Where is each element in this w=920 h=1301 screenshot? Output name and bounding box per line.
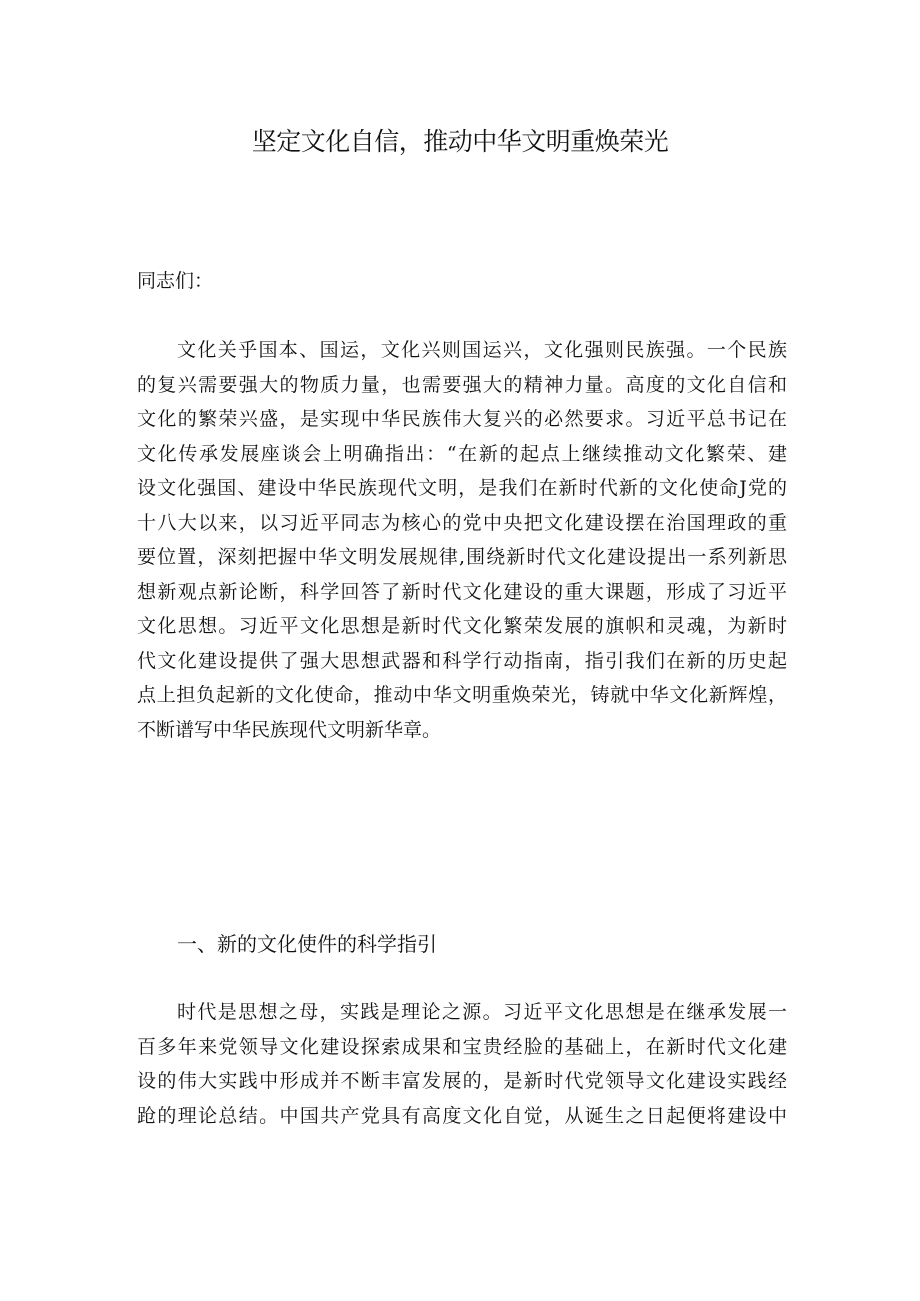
paragraph-line: 设的伟大实践中形成并不断丰富发展的，是新时代党领导文化建设实践经 (137, 1070, 787, 1092)
paragraph-line: 时代是思想之母，实践是理论之源。习近平文化思想是在继承发展一 (177, 1001, 787, 1023)
paragraph-line: 文化关乎国本、国运，文化兴则国运兴，文化强则民族强。一个民族 (177, 339, 787, 361)
paragraph-intro (137, 333, 787, 747)
paragraph-line: 点上担负起新的文化使命，推动中华文明重焕荣光，铸就中华文化新辉煌， (137, 684, 787, 706)
paragraph-line: 文化的繁荣兴盛，是实现中华民族伟大复兴的必然要求。习近平总书记在 (137, 408, 787, 430)
paragraph-line: 十八大以来，以习近平同志为核心的党中央把文化建设摆在治国理政的重 (137, 511, 787, 534)
paragraph-line: 跄的理论总结。中国共产党具有高度文化自觉，从诞生之日起便将建设中 (137, 1104, 787, 1127)
paragraph-line: 文化思想。习近平文化思想是新时代文化繁荣发展的旗帜和灵魂，为新时 (137, 615, 787, 637)
salutation: 同志们： (137, 270, 214, 292)
paragraph-line: 设文化强国、建设中华民族现代文明，是我们在新时代新的文化使命J党的 (137, 477, 787, 499)
paragraph-line: 想新观点新论断，科学回答了新时代文化建设的重大课题，形成了习近平 (137, 580, 787, 603)
paragraph-line: 要位置，深刻把握中华文明发展规律,围绕新时代文化建设提出一系列新思 (137, 546, 787, 568)
paragraph-line: 百多年来党领导文化建设探索成果和宝贵经脸的基础上，在新时代文化建 (137, 1035, 787, 1058)
paragraph-section1 (137, 995, 787, 1133)
document-title: 坚定文化自信，推动中华文明重焕荣光 (251, 127, 669, 156)
paragraph-line: 代文化建设提供了强大思想武器和科学行动指南，指引我们在新的历史起 (137, 649, 787, 672)
section-heading: 一、新的文化使件的科学指引 (177, 932, 437, 956)
paragraph-line: 不断谱写中华民族现代文明新华章。 (137, 718, 442, 741)
paragraph-line: 文化传承发展座谈会上明确指出：“在新的起点上继续推动文化繁荣、建 (137, 442, 787, 465)
paragraph-line: 的复兴需要强大的物质力量，也需要强大的精神力量。高度的文化自信和 (137, 373, 787, 396)
